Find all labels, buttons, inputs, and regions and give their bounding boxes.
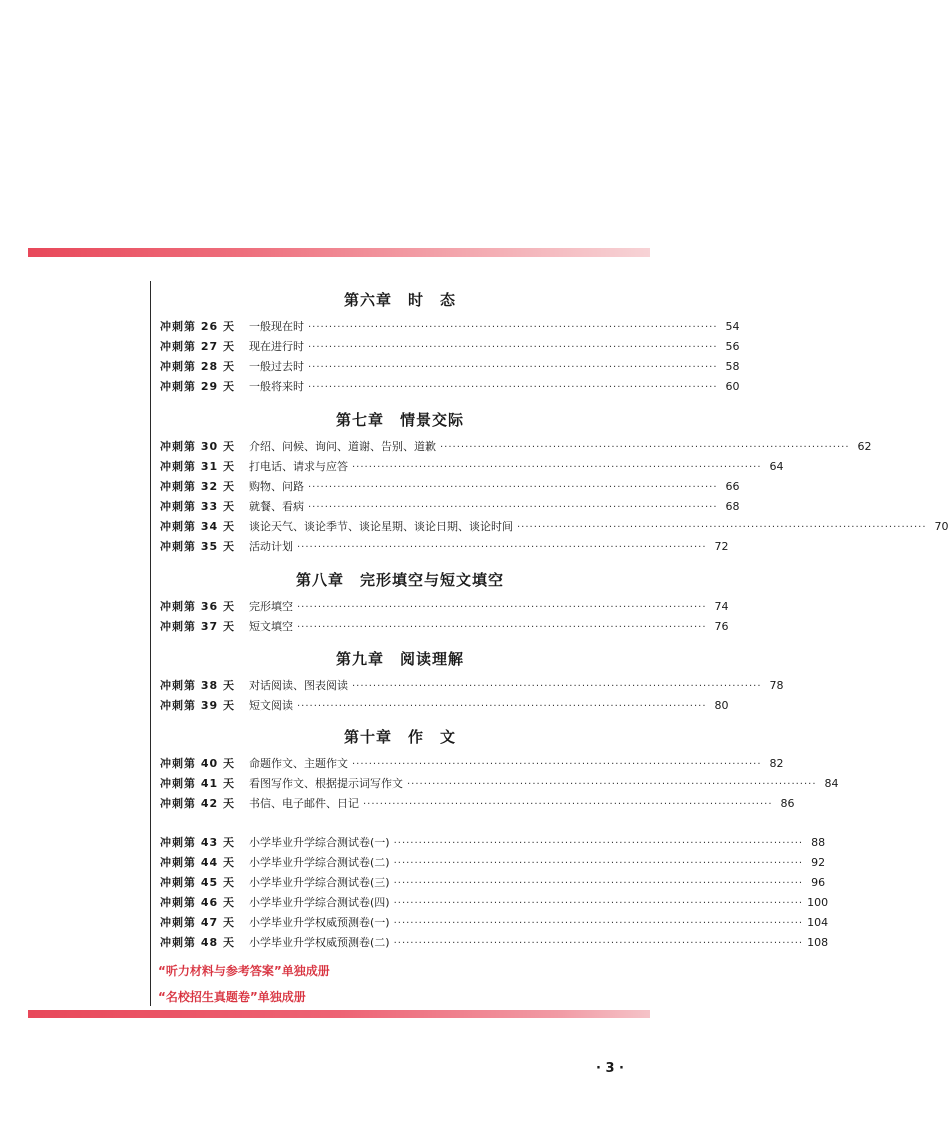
toc-entry[interactable] xyxy=(160,598,729,616)
entry-page: 92 xyxy=(811,856,826,869)
entry-day: 冲刺第 38 天 xyxy=(160,679,235,692)
toc-entry[interactable] xyxy=(160,478,740,496)
entry-page: 64 xyxy=(769,460,784,473)
entry-page: 58 xyxy=(725,360,740,373)
toc-entry-test[interactable] xyxy=(160,914,829,932)
entry-day: 冲刺第 27 天 xyxy=(160,340,235,353)
entry-title: 谈论天气、谈论季节、谈论星期、谈论日期、谈论时间 xyxy=(249,520,513,533)
toc-entry-test[interactable] xyxy=(160,834,826,852)
page-number: · 3 · xyxy=(596,1061,624,1076)
toc-entry[interactable] xyxy=(160,795,795,813)
toc-entry[interactable] xyxy=(160,438,872,456)
toc-entry[interactable] xyxy=(160,318,740,336)
leader-dots: ·································································································· xyxy=(393,858,804,869)
leader-dots: ·································································································· xyxy=(308,362,718,373)
entry-day: 冲刺第 44 天 xyxy=(160,856,235,869)
entry-page: 82 xyxy=(769,757,784,770)
entry-title: 小学毕业升学综合测试卷(一) xyxy=(249,836,390,849)
entry-day: 冲刺第 33 天 xyxy=(160,500,235,513)
toc-entry[interactable] xyxy=(160,518,949,536)
toc-entry-test[interactable] xyxy=(160,854,826,872)
entry-page: 62 xyxy=(857,440,872,453)
entry-day: 冲刺第 47 天 xyxy=(160,916,235,929)
entry-title: 对话阅读、图表阅读 xyxy=(249,679,348,692)
entry-page: 84 xyxy=(824,777,839,790)
entry-page: 72 xyxy=(714,540,729,553)
bottom-red-bar xyxy=(28,1010,650,1018)
entry-day: 冲刺第 46 天 xyxy=(160,896,235,909)
toc-entry[interactable] xyxy=(160,775,839,793)
entry-page: 66 xyxy=(725,480,740,493)
entry-title: 一般现在时 xyxy=(249,320,304,333)
entry-title: 现在进行时 xyxy=(249,340,304,353)
entry-day: 冲刺第 36 天 xyxy=(160,600,235,613)
entry-day: 冲刺第 40 天 xyxy=(160,757,235,770)
entry-title: 打电话、请求与应答 xyxy=(249,460,348,473)
entry-page: 74 xyxy=(714,600,729,613)
leader-dots: ·································································································· xyxy=(308,342,718,353)
separate-volume-note: “听力材料与参考答案”单独成册 xyxy=(158,964,330,978)
toc-entry-test[interactable] xyxy=(160,874,826,892)
toc-entry[interactable] xyxy=(160,338,740,356)
chapter-heading-8: 第八章 完形填空与短文填空 xyxy=(295,571,504,589)
entry-day: 冲刺第 45 天 xyxy=(160,876,235,889)
entry-page: 56 xyxy=(725,340,740,353)
entry-page: 78 xyxy=(769,679,784,692)
entry-title: 小学毕业升学综合测试卷(四) xyxy=(249,896,390,909)
toc-entry-test[interactable] xyxy=(160,894,829,912)
toc-entry[interactable] xyxy=(160,358,740,376)
entry-title: 小学毕业升学权威预测卷(一) xyxy=(249,916,390,929)
entry-title: 小学毕业升学综合测试卷(二) xyxy=(249,856,390,869)
entry-title: 命题作文、主题作文 xyxy=(249,757,348,770)
entry-day: 冲刺第 48 天 xyxy=(160,936,235,949)
entry-title: 活动计划 xyxy=(249,540,293,553)
leader-dots: ·································································································· xyxy=(363,799,773,810)
toc-entry[interactable] xyxy=(160,458,784,476)
entry-page: 70 xyxy=(934,520,949,533)
separate-volume-note: “名校招生真题卷”单独成册 xyxy=(158,990,306,1004)
leader-dots: ·································································································· xyxy=(440,442,850,453)
entry-day: 冲刺第 42 天 xyxy=(160,797,235,810)
entry-title: 一般过去时 xyxy=(249,360,304,373)
chapter-heading-7: 第七章 情景交际 xyxy=(335,411,464,429)
entry-page: 88 xyxy=(811,836,826,849)
leader-dots: ·································································································· xyxy=(393,938,804,949)
left-rule xyxy=(150,281,151,1006)
entry-title: 看图写作文、根据提示词写作文 xyxy=(249,777,403,790)
entry-title: 小学毕业升学权威预测卷(二) xyxy=(249,936,390,949)
leader-dots: ·································································································· xyxy=(297,622,707,633)
entry-title: 短文阅读 xyxy=(249,699,293,712)
entry-day: 冲刺第 26 天 xyxy=(160,320,235,333)
leader-dots: ·································································································· xyxy=(393,898,804,909)
top-red-bar xyxy=(28,248,650,257)
leader-dots: ·································································································· xyxy=(517,522,927,533)
entry-page: 108 xyxy=(807,936,829,949)
leader-dots: ·································································································· xyxy=(393,838,804,849)
leader-dots: ·································································································· xyxy=(352,462,762,473)
leader-dots: ·································································································· xyxy=(308,502,718,513)
entry-day: 冲刺第 35 天 xyxy=(160,540,235,553)
toc-entry[interactable] xyxy=(160,378,740,396)
leader-dots: ·································································································· xyxy=(308,482,718,493)
entry-title: 购物、问路 xyxy=(249,480,304,493)
entry-day: 冲刺第 28 天 xyxy=(160,360,235,373)
leader-dots: ·································································································· xyxy=(393,918,804,929)
leader-dots: ·································································································· xyxy=(308,322,718,333)
toc-entry[interactable] xyxy=(160,618,729,636)
leader-dots: ·································································································· xyxy=(407,779,817,790)
entry-page: 100 xyxy=(807,896,829,909)
chapter-heading-10: 第十章 作 文 xyxy=(343,728,456,746)
entry-day: 冲刺第 37 天 xyxy=(160,620,235,633)
toc-entry[interactable] xyxy=(160,755,784,773)
entry-title: 完形填空 xyxy=(249,600,293,613)
entry-page: 104 xyxy=(807,916,829,929)
toc-entry[interactable] xyxy=(160,677,784,695)
leader-dots: ·································································································· xyxy=(352,759,762,770)
entry-day: 冲刺第 29 天 xyxy=(160,380,235,393)
entry-title: 书信、电子邮件、日记 xyxy=(249,797,359,810)
toc-entry[interactable] xyxy=(160,538,729,556)
entry-day: 冲刺第 34 天 xyxy=(160,520,235,533)
entry-title: 小学毕业升学综合测试卷(三) xyxy=(249,876,390,889)
entry-title: 短文填空 xyxy=(249,620,293,633)
toc-entry[interactable] xyxy=(160,498,740,516)
entry-page: 76 xyxy=(714,620,729,633)
chapter-heading-6: 第六章 时 态 xyxy=(343,291,456,309)
leader-dots: ·································································································· xyxy=(308,382,718,393)
entry-page: 80 xyxy=(714,699,729,712)
entry-day: 冲刺第 30 天 xyxy=(160,440,235,453)
leader-dots: ·································································································· xyxy=(352,681,762,692)
entry-day: 冲刺第 31 天 xyxy=(160,460,235,473)
entry-page: 60 xyxy=(725,380,740,393)
entry-page: 54 xyxy=(725,320,740,333)
entry-page: 68 xyxy=(725,500,740,513)
entry-title: 就餐、看病 xyxy=(249,500,304,513)
chapter-heading-9: 第九章 阅读理解 xyxy=(335,650,464,668)
entry-page: 86 xyxy=(780,797,795,810)
entry-day: 冲刺第 32 天 xyxy=(160,480,235,493)
entry-title: 介绍、问候、询问、道谢、告别、道歉 xyxy=(249,440,436,453)
entry-day: 冲刺第 43 天 xyxy=(160,836,235,849)
leader-dots: ·································································································· xyxy=(297,542,707,553)
leader-dots: ·································································································· xyxy=(297,602,707,613)
toc-entry-test[interactable] xyxy=(160,934,829,952)
leader-dots: ·································································································· xyxy=(393,878,804,889)
toc-entry[interactable] xyxy=(160,697,729,715)
entry-day: 冲刺第 39 天 xyxy=(160,699,235,712)
entry-day: 冲刺第 41 天 xyxy=(160,777,235,790)
entry-title: 一般将来时 xyxy=(249,380,304,393)
entry-page: 96 xyxy=(811,876,826,889)
leader-dots: ·································································································· xyxy=(297,701,707,712)
